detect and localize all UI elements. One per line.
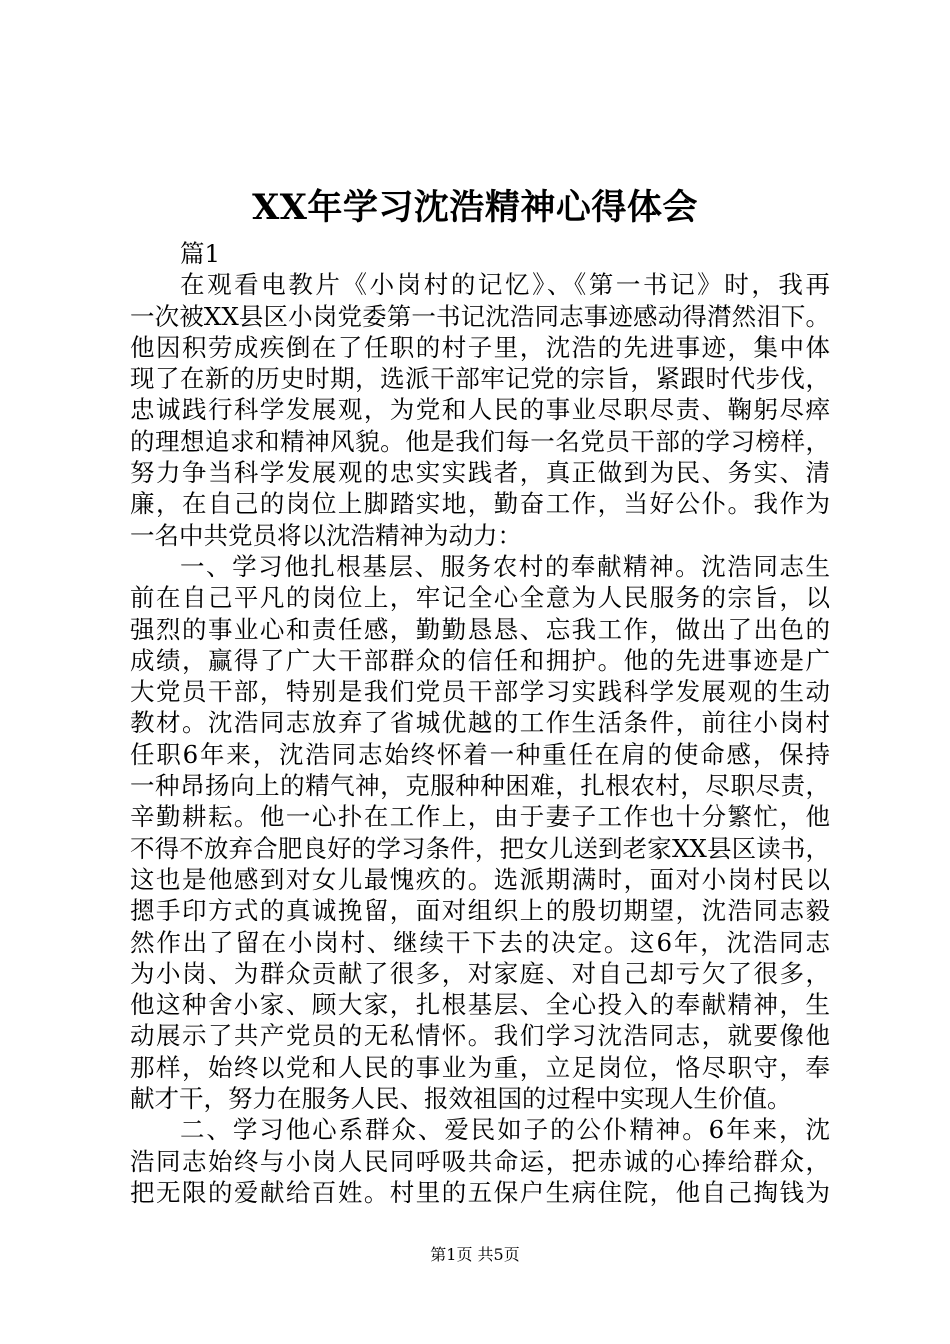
text-line: 一次被XX县区小岗党委第一书记沈浩同志事迹感动得潸然泪下。 xyxy=(130,301,830,331)
text-line: 他因积劳成疾倒在了任职的村子里，沈浩的先进事迹，集中体 xyxy=(130,332,830,362)
text-line: 忠诚践行科学发展观，为党和人民的事业尽职尽责、鞠躬尽瘁 xyxy=(130,395,830,425)
text-line: 任职6年来，沈浩同志始终怀着一种重任在肩的使命感，保持 xyxy=(130,739,830,769)
text-line: 为小岗、为群众贡献了很多，对家庭、对自己却亏欠了很多， xyxy=(130,958,830,988)
text-line: 一名中共党员将以沈浩精神为动力： xyxy=(130,520,522,550)
text-line: 这也是他感到对女儿最愧疚的。选派期满时，面对小岗村民以 xyxy=(130,864,830,894)
text-line: 辛勤耕耘。他一心扑在工作上，由于妻子工作也十分繁忙，他 xyxy=(130,802,830,832)
text-line: 他这种舍小家、顾大家，扎根基层、全心投入的奉献精神，生 xyxy=(130,990,830,1020)
text-line: 教材。沈浩同志放弃了省城优越的工作生活条件，前往小岗村 xyxy=(130,708,830,738)
text-line: 强烈的事业心和责任感，勤勤恳恳、忘我工作，做出了出色的 xyxy=(130,614,830,644)
page-footer: 第1页 共5页 xyxy=(430,1245,520,1264)
text-line: 篇1 xyxy=(180,239,221,268)
text-line: 那样，始终以党和人民的事业为重，立足岗位，恪尽职守，奉 xyxy=(130,1052,830,1082)
text-line: 献才干，努力在服务人民、报效祖国的过程中实现人生价值。 xyxy=(130,1084,792,1114)
text-line: 然作出了留在小岗村、继续干下去的决定。这6年，沈浩同志 xyxy=(130,927,830,957)
text-line: 浩同志始终与小岗人民同呼吸共命运，把赤诚的心捧给群众， xyxy=(130,1146,830,1176)
text-line: 大党员干部，特别是我们党员干部学习实践科学发展观的生动 xyxy=(130,677,830,707)
document-body xyxy=(130,238,830,1208)
text-line: 廉，在自己的岗位上脚踏实地，勤奋工作，当好公仆。我作为 xyxy=(130,489,830,519)
text-line: 把无限的爱献给百姓。村里的五保户生病住院，他自己掏钱为 xyxy=(130,1177,830,1207)
text-line: 动展示了共产党员的无私情怀。我们学习沈浩同志，就要像他 xyxy=(130,1021,830,1051)
text-line: 的理想追求和精神风貌。他是我们每一名党员干部的学习榜样， xyxy=(130,426,830,456)
text-line: 一、学习他扎根基层、服务农村的奉献精神。沈浩同志生 xyxy=(180,551,830,581)
text-line: 成绩，赢得了广大干部群众的信任和拥护。他的先进事迹是广 xyxy=(130,645,830,675)
text-line: 在观看电教片《小岗村的记忆》、《第一书记》时，我再 xyxy=(180,270,830,300)
text-line: 努力争当科学发展观的忠实实践者，真正做到为民、务实、清 xyxy=(130,458,830,488)
text-line: 不得不放弃合肥良好的学习条件，把女儿送到老家XX县区读书， xyxy=(130,833,830,863)
text-line: 前在自己平凡的岗位上，牢记全心全意为人民服务的宗旨，以 xyxy=(130,583,830,613)
text-line: 二、学习他心系群众、爱民如子的公仆精神。6年来，沈 xyxy=(180,1115,830,1145)
document-title: XX年学习沈浩精神心得体会 xyxy=(252,187,698,228)
text-line: 摁手印方式的真诚挽留，面对组织上的殷切期望，沈浩同志毅 xyxy=(130,896,830,926)
text-line: 现了在新的历史时期，选派干部牢记党的宗旨，紧跟时代步伐， xyxy=(130,364,830,394)
text-line: 一种昂扬向上的精气神，克服种种困难，扎根农村，尽职尽责， xyxy=(130,771,830,801)
